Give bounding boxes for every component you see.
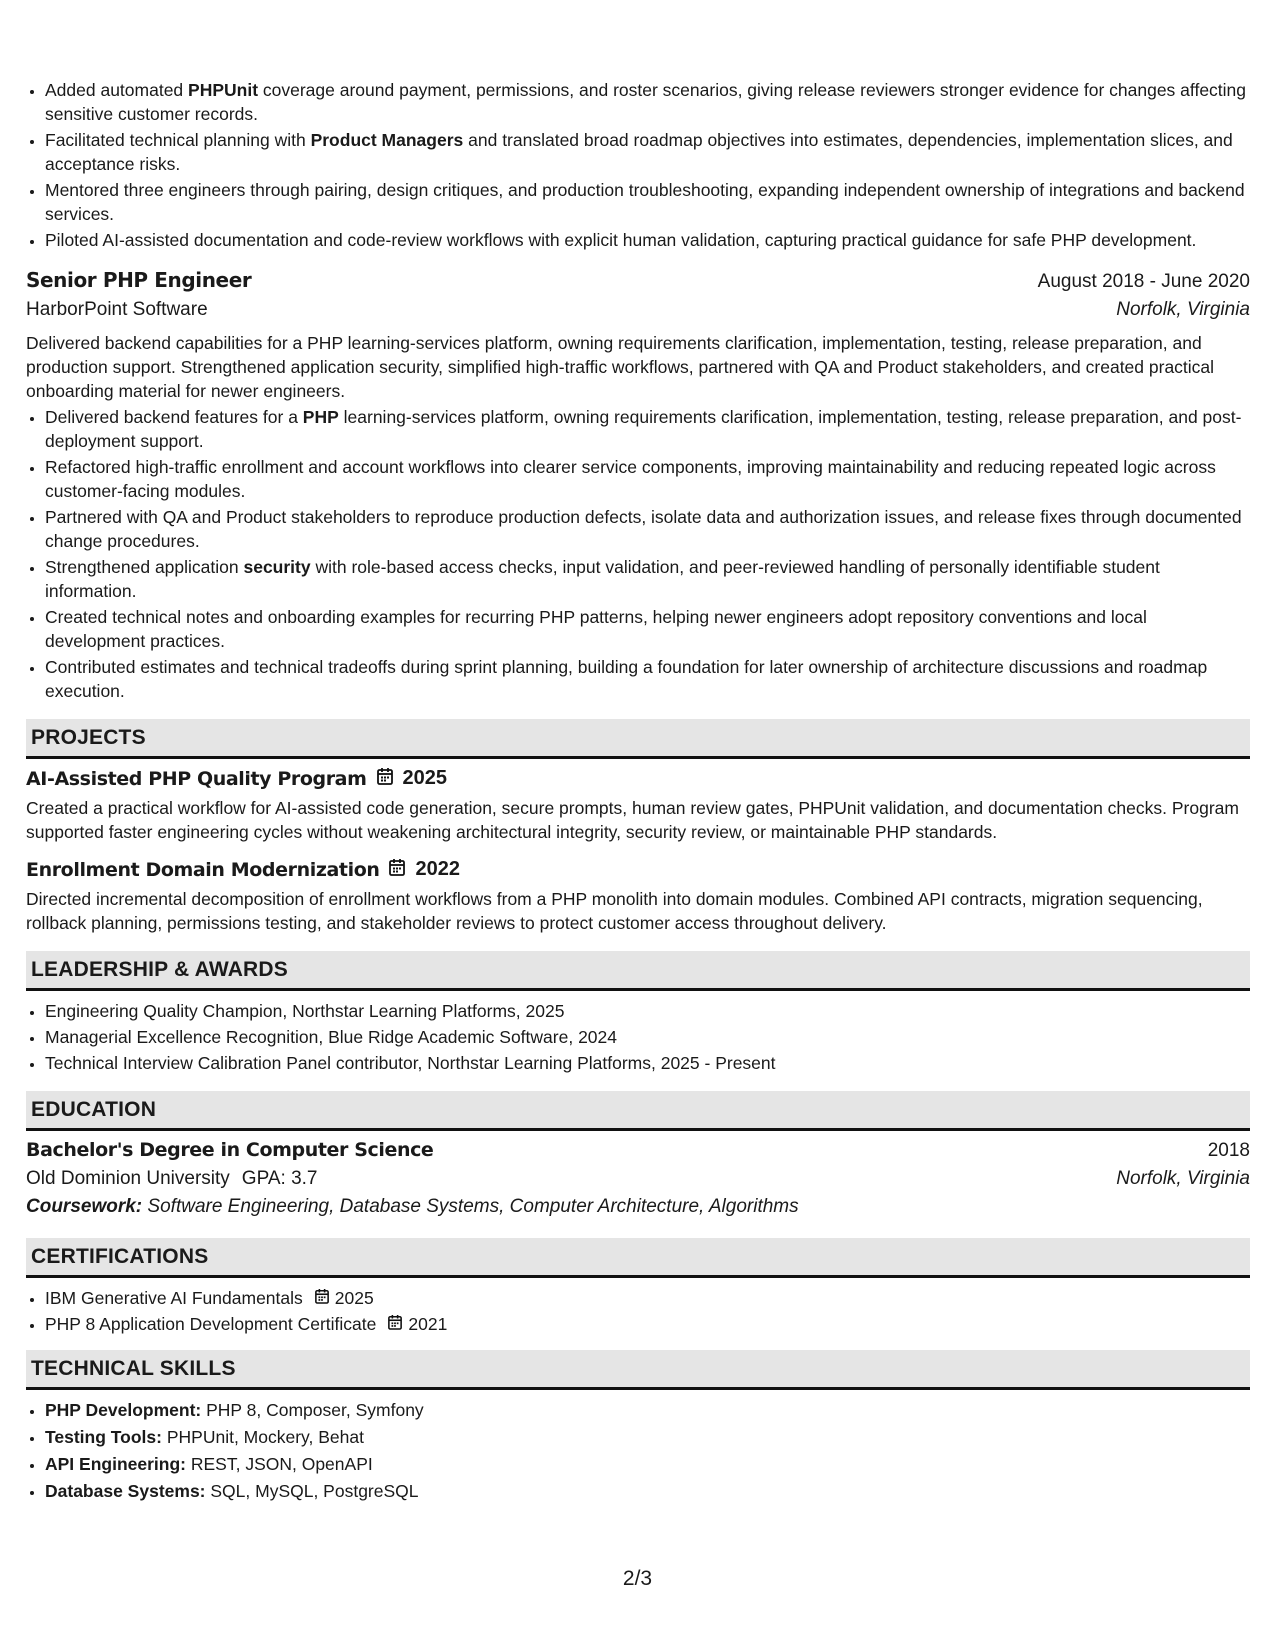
job-summary: Delivered backend capabilities for a PHP learning-services platform, owning requirements clarification, implementation, testing, release preparation, and production support. Strengthened application security, simplified high-traffic workflows, partnered with QA and Product stakeholders, and created practical onboarding material for newer engineers. xyxy=(26,333,1215,401)
list-item: • Testing Tools: PHPUnit, Mockery, Behat xyxy=(45,1425,1250,1449)
list-item: • Added automated PHPUnit coverage around payment, permissions, and roster scenarios, giving release reviewers stronger evidence for changes affecting sensitive customer records. xyxy=(45,78,1250,126)
list-item: • Technical Interview Calibration Panel contributor, Northstar Learning Platforms, 2025 - Present xyxy=(45,1051,1250,1075)
resume-page xyxy=(26,78,1250,1506)
list-item: • Facilitated technical planning with Product Managers and translated broad roadmap objectives into estimates, dependencies, implementation slices, and acceptance risks. xyxy=(45,128,1250,176)
calendar-icon xyxy=(389,858,405,881)
previous-job-bullets xyxy=(26,78,1250,252)
certification-year: 2021 xyxy=(408,1314,448,1334)
job-entry xyxy=(26,268,1250,703)
page-number: 2/3 xyxy=(622,1567,653,1590)
school-location: Norfolk, Virginia xyxy=(1116,1168,1250,1189)
certification-name: • IBM Generative AI Fundamentals xyxy=(45,1288,303,1308)
certification-name: • PHP 8 Application Development Certificate xyxy=(45,1314,377,1334)
section-heading-leadership: LEADERSHIP & AWARDS xyxy=(26,951,1250,991)
gpa: GPA: 3.7 xyxy=(241,1168,318,1189)
job-dates: August 2018 - June 2020 xyxy=(1037,271,1250,292)
project-title: AI-Assisted PHP Quality Program xyxy=(26,767,367,790)
list-item: • Contributed estimates and technical tradeoffs during sprint planning, building a foundation for later ownership of architecture discussions and roadmap execution. xyxy=(45,655,1250,703)
list-item: • Engineering Quality Champion, Northstar Learning Platforms, 2025 xyxy=(45,999,1250,1023)
list-item: • PHP Development: PHP 8, Composer, Symfony xyxy=(45,1398,1250,1422)
company-name: HarborPoint Software xyxy=(26,299,208,320)
section-heading-education: EDUCATION xyxy=(26,1091,1250,1131)
list-item xyxy=(45,1286,1250,1310)
section-heading-projects: PROJECTS xyxy=(26,719,1250,759)
school-name: Old Dominion University xyxy=(26,1168,230,1189)
job-bullets xyxy=(26,405,1250,703)
certification-year: 2025 xyxy=(334,1288,374,1308)
project-description: Directed incremental decomposition of enrollment workflows from a PHP monolith into domain modules. Combined API contracts, migration sequencing, rollback planning, permissions testing, and stakeholder reviews to protect customer access throughout delivery. xyxy=(26,889,1203,933)
graduation-year: 2018 xyxy=(1207,1140,1250,1161)
calendar-icon xyxy=(315,1286,329,1310)
list-item: • Managerial Excellence Recognition, Blue Ridge Academic Software, 2024 xyxy=(45,1025,1250,1049)
certifications-list xyxy=(26,1286,1250,1336)
degree-title: Bachelor's Degree in Computer Science xyxy=(26,1139,434,1161)
skills-list xyxy=(26,1398,1250,1503)
coursework: Coursework: Software Engineering, Database Systems, Computer Architecture, Algorithms xyxy=(26,1196,799,1217)
list-item: • Delivered backend features for a PHP learning-services platform, owning requirements clarification, implementation, testing, release preparation, and post-deployment support. xyxy=(45,405,1250,453)
job-title: Senior PHP Engineer xyxy=(26,268,252,292)
list-item: • Mentored three engineers through pairing, design critiques, and production troubleshooting, expanding independent ownership of integrations and backend services. xyxy=(45,178,1250,226)
leadership-list xyxy=(26,999,1250,1075)
list-item: • Partnered with QA and Product stakeholders to reproduce production defects, isolate data and authorization issues, and release fixes through documented change procedures. xyxy=(45,505,1250,553)
calendar-icon xyxy=(377,767,393,790)
list-item: • Strengthened application security with role-based access checks, input validation, and peer-reviewed handling of personally identifiable student information. xyxy=(45,555,1250,603)
project-description: Created a practical workflow for AI-assisted code generation, secure prompts, human review gates, PHPUnit validation, and documentation checks. Program supported faster engineering cycles without weakening architectural integrity, security review, or maintainable PHP standards. xyxy=(26,798,1239,842)
list-item: • API Engineering: REST, JSON, OpenAPI xyxy=(45,1452,1250,1476)
list-item xyxy=(45,1312,1250,1336)
section-heading-certifications: CERTIFICATIONS xyxy=(26,1238,1250,1278)
project-entry xyxy=(26,767,1250,844)
calendar-icon xyxy=(388,1312,402,1336)
project-year: 2022 xyxy=(415,858,460,880)
project-title: Enrollment Domain Modernization xyxy=(26,858,380,881)
list-item: • Database Systems: SQL, MySQL, PostgreSQL xyxy=(45,1479,1250,1503)
list-item: • Piloted AI-assisted documentation and code-review workflows with explicit human validation, capturing practical guidance for safe PHP development. xyxy=(45,228,1250,252)
list-item: • Created technical notes and onboarding examples for recurring PHP patterns, helping newer engineers adopt repository conventions and local development practices. xyxy=(45,605,1250,653)
project-year: 2025 xyxy=(402,767,448,789)
education-entry xyxy=(26,1139,1250,1218)
job-location: Norfolk, Virginia xyxy=(1116,299,1250,320)
section-heading-skills: TECHNICAL SKILLS xyxy=(26,1350,1250,1390)
list-item: • Refactored high-traffic enrollment and account workflows into clearer service components, improving maintainability and reducing repeated logic across customer-facing modules. xyxy=(45,455,1250,503)
project-entry xyxy=(26,858,1250,935)
